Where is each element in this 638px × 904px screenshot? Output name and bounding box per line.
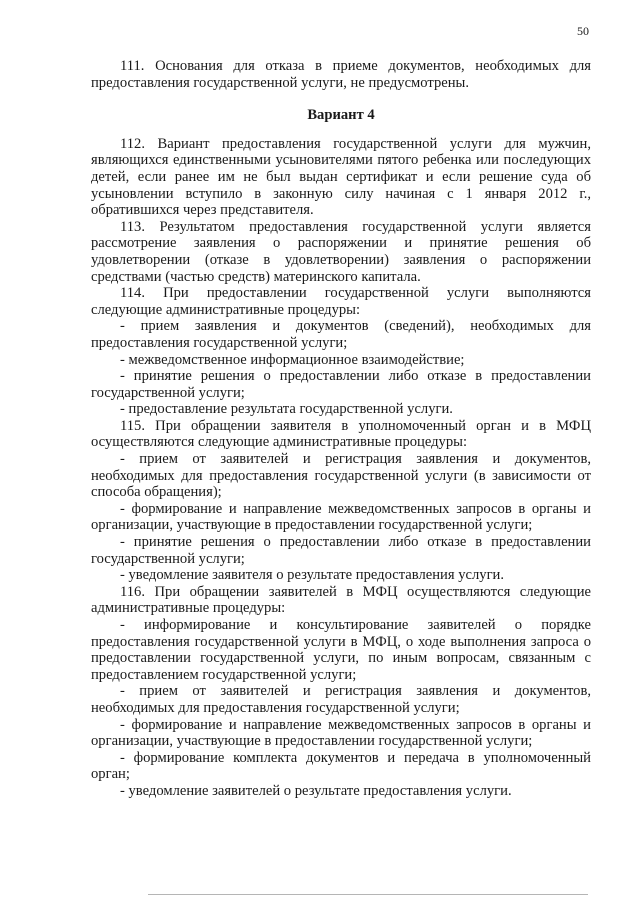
section-heading: Вариант 4 (307, 107, 375, 124)
paragraph-112: 112. Вариант предоставления государственной услуги для мужчин, являющихся единственными усыновителями пятого ребенка или последующих детей, если ранее им не был выдан сертификат и если решение суда об усыновлении вступило в законную силу начиная с 1 января 2012 г., обратившихся через представителя. (91, 135, 591, 219)
paragraph-113: 113. Результатом предоставления государственной услуги является рассмотрение заявления о распоряжении и принятие решения об удовлетворении (отказе в удовлетворении) заявления о распоряжении средствами (частью средств) материнского капитала. (91, 218, 591, 285)
list-item: - прием от заявителей и регистрация заявления и документов, необходимых для предоставления государственной услуги; (91, 683, 591, 716)
document-body (91, 58, 591, 800)
list-item: - уведомление заявителя о результате предоставления услуги. (120, 567, 505, 584)
paragraph-114: 114. При предоставлении государственной услуги выполняются следующие административные процедуры: (91, 285, 591, 318)
list-item: - предоставление результата государственной услуги. (120, 401, 453, 418)
list-item: - уведомление заявителей о результате предоставления услуги. (120, 782, 512, 799)
list-item: - прием от заявителей и регистрация заявления и документов, необходимых для предоставления государственной услуги (в зависимости от способа обращения); (91, 451, 591, 501)
paragraph-111: 111. Основания для отказа в приеме документов, необходимых для предоставления государственной услуги, не предусмотрены. (91, 58, 591, 91)
list-item: - принятие решения о предоставлении либо отказе в предоставлении государственной услуги; (91, 534, 591, 567)
list-item: - информирование и консультирование заявителей о порядке предоставления государственной услуги в МФЦ, о ходе выполнения запроса о предоставлении государственной услуги, по иным вопросам, связанным с предоставлением государственной услуги; (91, 617, 591, 683)
page-number: 50 (577, 24, 589, 38)
list-item: - формирование комплекта документов и передача в уполномоченный орган; (91, 749, 591, 783)
list-item: - прием заявления и документов (сведений), необходимых для предоставления государственной услуги; (91, 318, 591, 351)
paragraph-116: 116. При обращении заявителей в МФЦ осуществляются следующие административные процедуры: (91, 583, 591, 617)
list-item: - формирование и направление межведомственных запросов в органы и организации, участвующие в предоставлении государственной услуги; (91, 716, 591, 750)
paragraph-115: 115. При обращении заявителя в уполномоченный орган и в МФЦ осуществляются следующие административные процедуры: (91, 417, 591, 451)
list-item: - принятие решения о предоставлении либо отказе в предоставлении государственной услуги; (91, 368, 591, 401)
list-item: - формирование и направление межведомственных запросов в органы и организации, участвующие в предоставлении государственной услуги; (91, 500, 591, 534)
bottom-divider (148, 894, 588, 895)
list-item: - межведомственное информационное взаимодействие; (120, 351, 465, 368)
